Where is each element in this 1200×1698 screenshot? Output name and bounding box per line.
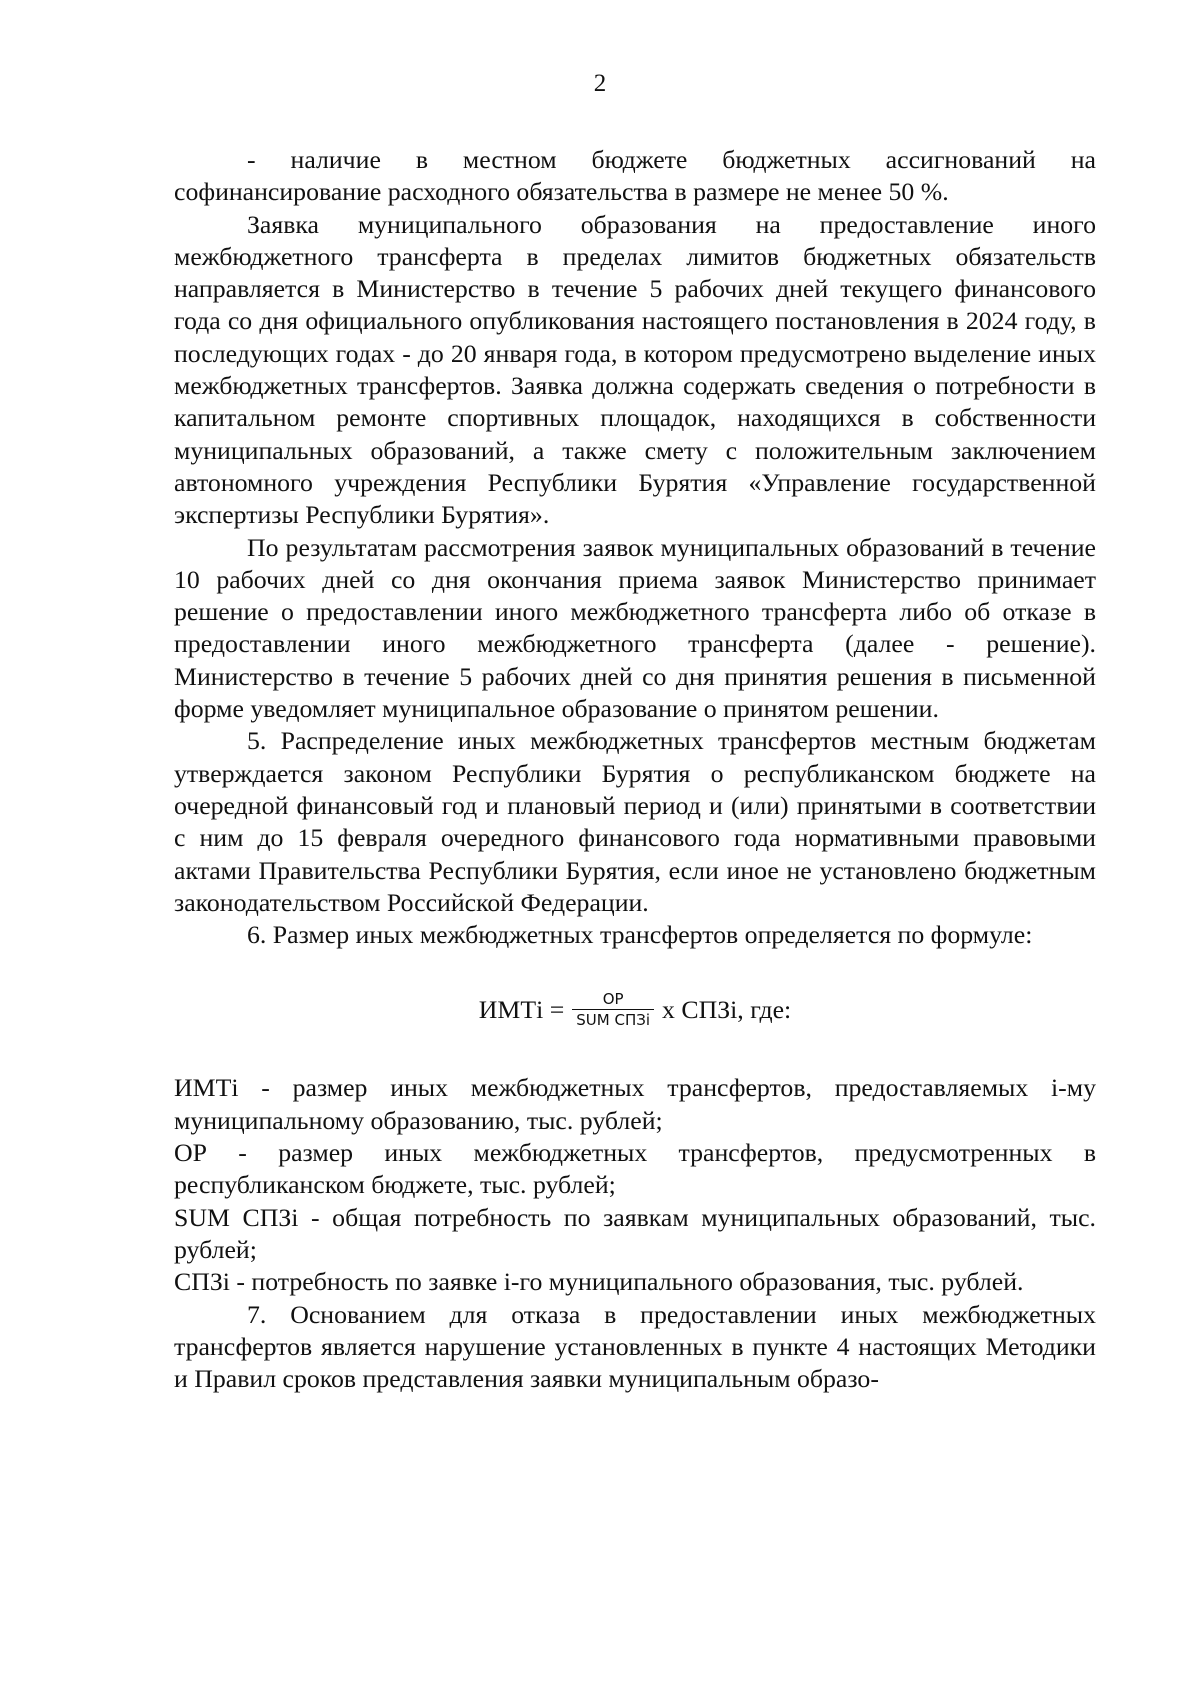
formula-lhs: ИМТi = <box>478 994 565 1024</box>
formula-numerator: ОР <box>602 990 624 1009</box>
paragraph-review-results: По результатам рассмотрения заявок муниципальных образований в течение 10 рабочих дней со дня окончания приема заявок Министерство принимает решение о предоставлении иного межбюджетного трансферта либо об отказе в предоставлении иного межбюджетного трансферта (далее - решение). Министерство в течение 5 рабочих дней со дня принятия решения в письменной форме уведомляет муниципальное образование о принятом решении. <box>174 532 1096 724</box>
formula-fraction <box>572 989 654 1030</box>
page-number: 2 <box>593 70 607 97</box>
paragraph-item-7: 7. Основанием для отказа в предоставлении иных межбюджетных трансфертов является нарушение установленных в пункте 4 настоящих Методики и Правил сроков представления заявки муниципальным образо- <box>174 1299 1096 1394</box>
document-body <box>174 144 1096 1395</box>
paragraph-item-5: 5. Распределение иных межбюджетных трансфертов местным бюджетам утверждается законом Республики Бурятия о республиканском бюджете на очередной финансовый год и плановый период и (или) принятыми в соответствии с ним до 15 февраля очередного финансового года нормативными правовыми актами Правительства Республики Бурятия, если иное не установлено бюджетным законодательством Российской Федерации. <box>174 726 1096 917</box>
formula-denominator: SUM СПЗi <box>576 1011 651 1030</box>
formula-rhs: x СПЗi, где: <box>662 994 792 1024</box>
definition-spzi: СПЗi - потребность по заявке i-го муниципального образования, тыс. рублей. <box>174 1267 1024 1297</box>
paragraph-application: Заявка муниципального образования на предоставление иного межбюджетного трансферта в пределах лимитов бюджетных обязательств направляется в Министерство в течение 5 рабочих дней текущего финансового года со дня официального опубликования настоящего постановления в 2024 году, в последующих годах - до 20 января года, в котором предусмотрено выделение иных межбюджетных трансфертов. Заявка должна содержать сведения о потребности в капитальном ремонте спортивных площадок, находящихся в собственности муниципальных образований, а также смету с положительным заключением автономного учреждения Республики Бурятия «Управление государственной экспертизы Республики Бурятия». <box>174 209 1096 530</box>
paragraph-item-6: 6. Размер иных межбюджетных трансфертов определяется по формуле: <box>247 920 1033 950</box>
definition-imti: ИМТi - размер иных межбюджетных трансфертов, предоставляемых i-му муниципальному образованию, тыс. рублей; <box>174 1073 1096 1135</box>
definition-or: ОР - размер иных межбюджетных трансфертов, предусмотренных в республиканском бюджете, тыс. рублей; <box>174 1138 1096 1200</box>
formula <box>174 989 1096 1030</box>
definition-sum-spzi: SUM СПЗi - общая потребность по заявкам муниципальных образований, тыс. рублей; <box>174 1202 1096 1264</box>
paragraph-cofinancing: - наличие в местном бюджете бюджетных ассигнований на софинансирование расходного обязательства в размере не менее 50 %. <box>174 145 1096 207</box>
